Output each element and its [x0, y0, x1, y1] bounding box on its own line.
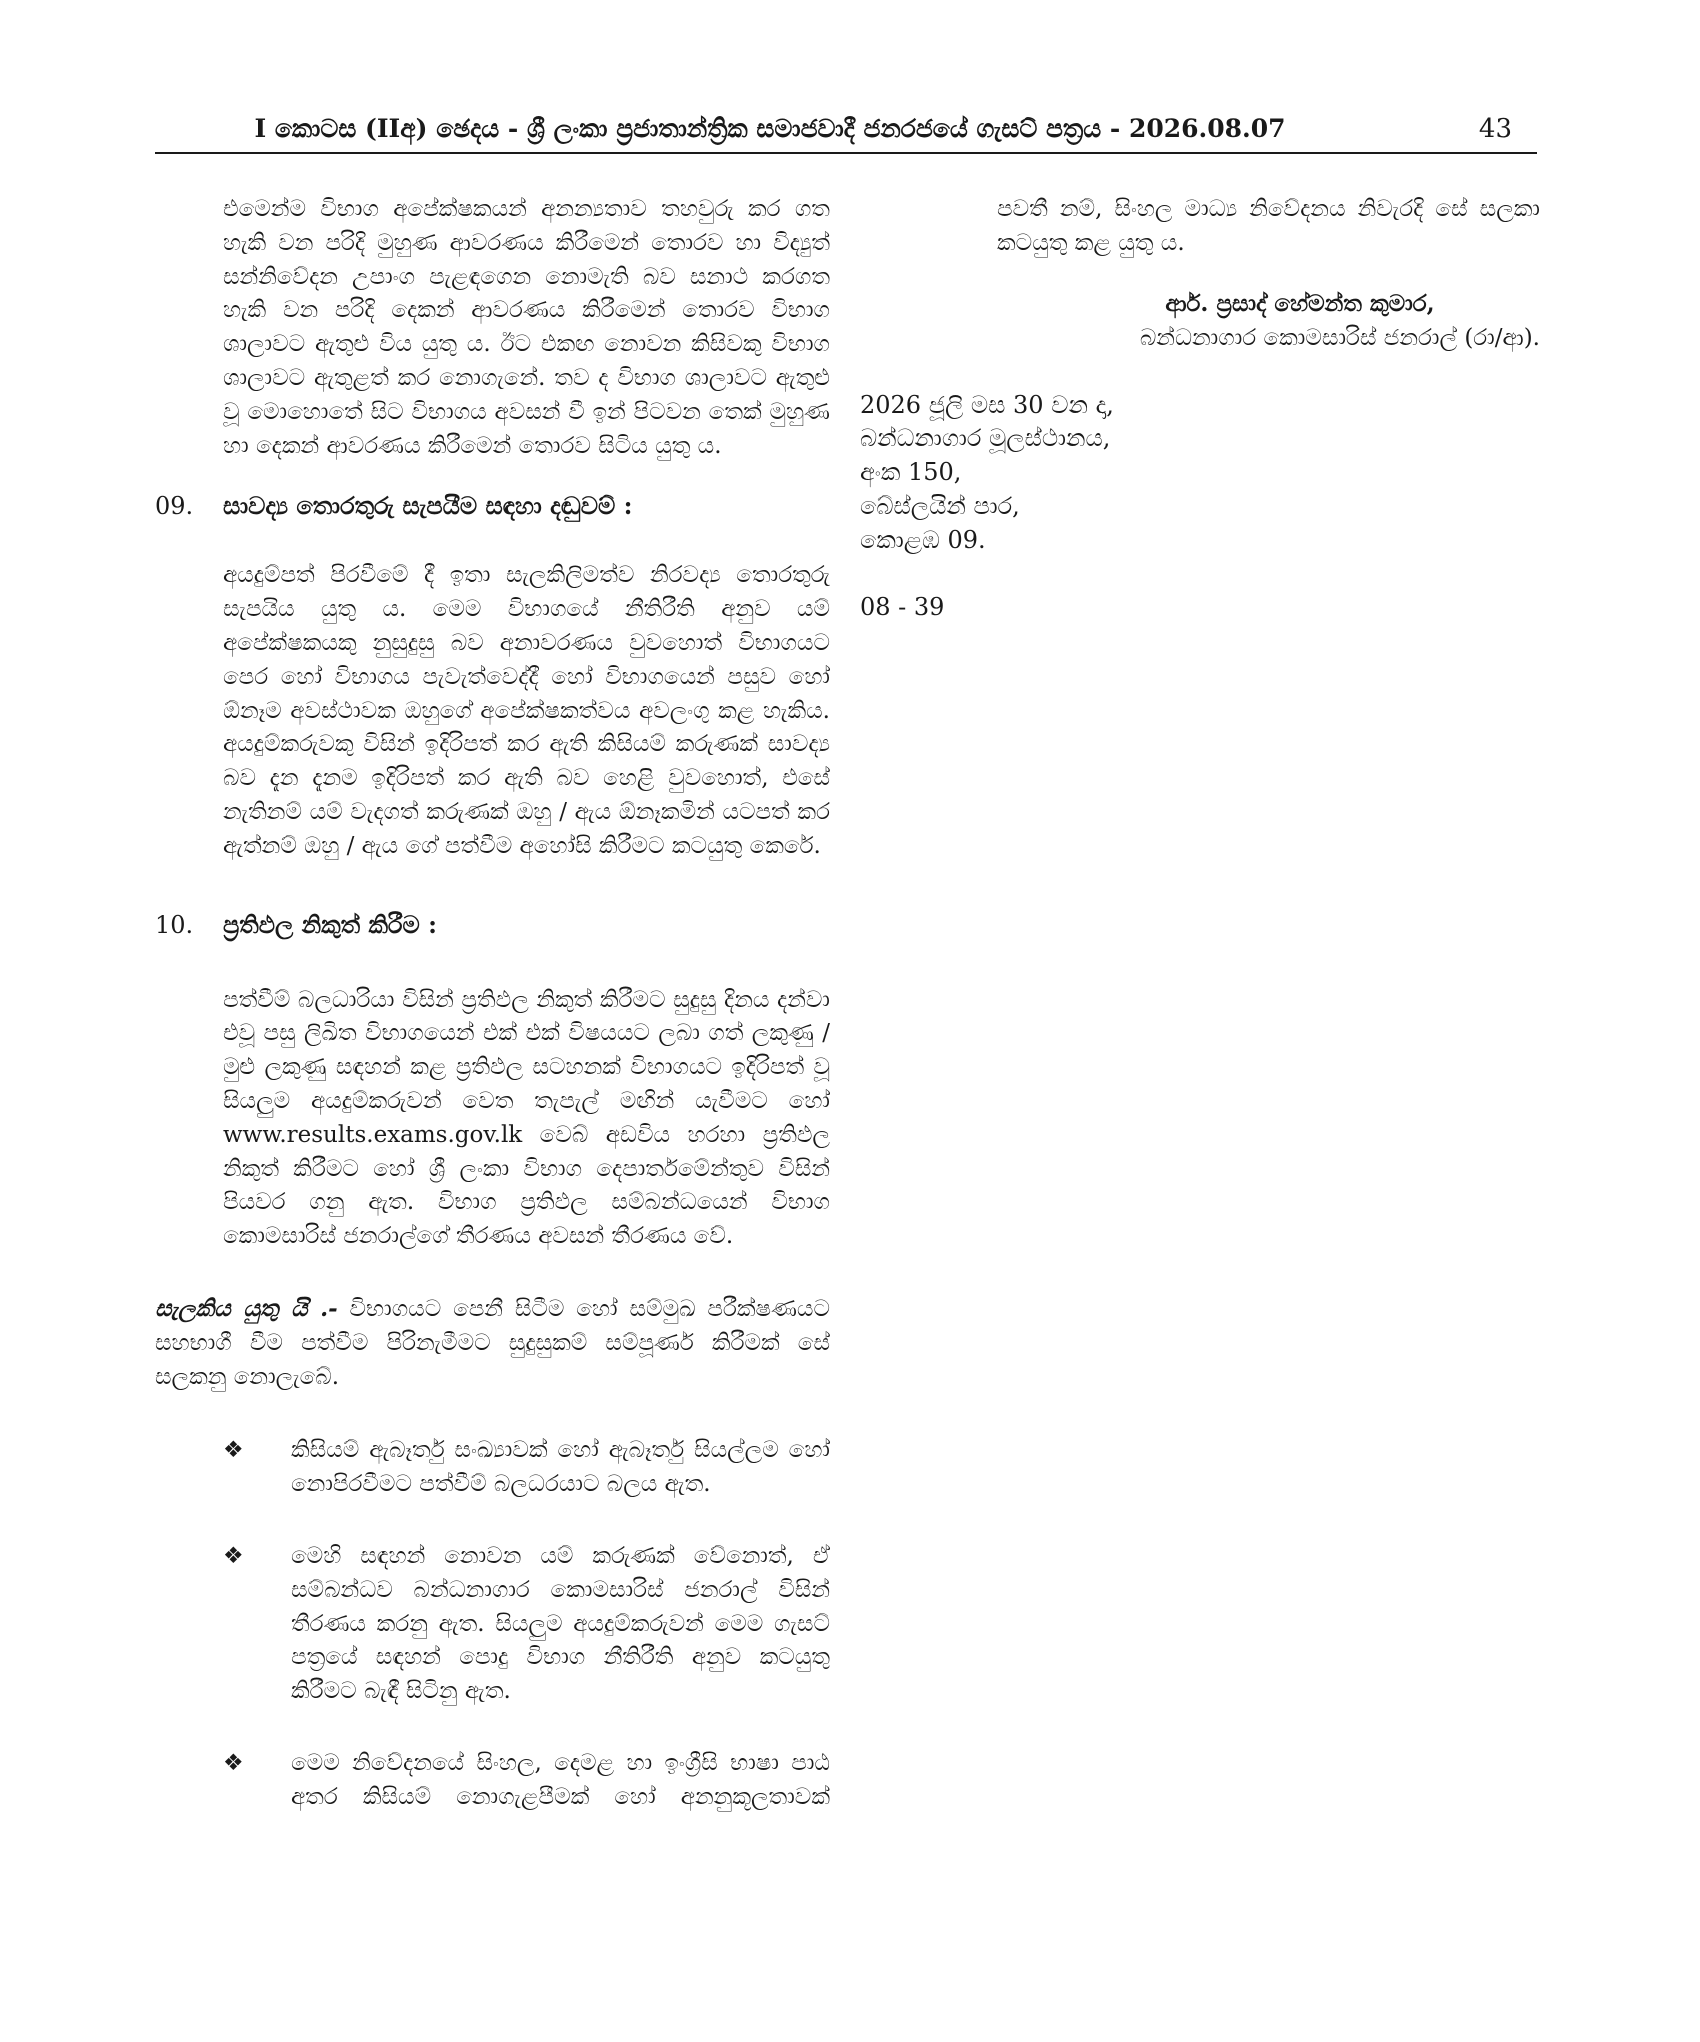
bullet-item: [155, 1747, 830, 1815]
section-10-number: 10.: [155, 910, 194, 939]
header-divider: [155, 152, 1537, 154]
bullet-text: මෙහි සඳහන් නොවන යම් කරුණක් වේනොත්, ඒ සම්බන්ධව බන්ධනාගාර කොමසාරිස් ජනරාල් විසින් තීරණය කරනු ඇත. සියලුම අයදුම්කරුවන් මෙම ගැසට් පත්‍රයේ සඳහන් පොදු විභාග නීතිරීති අනුව කටයුතු කිරීමට බැඳී සිටිනු ඇත.: [291, 1542, 830, 1705]
section-10-title: ප්‍රතිඵල නිකුත් කිරීම :: [223, 909, 437, 939]
section-10-body: පත්වීම් බලධාරියා විසින් ප්‍රතිඵල නිකුත් කිරීමට සුදුසු දිනය දන්වා එවූ පසු ලිඛිත විභාගයෙන් එක් එක් විෂයයට ලබා ගත් ලකුණු / මුළු ලකුණු සඳහන් කළ ප්‍රතිඵල සටහනක් විභාගයට ඉදිරිපත් වූ සියලුම අයදුම්කරුවන් වෙත තැපැල් මඟින් යැවීමට හෝ www.results.exams.gov.lk වෙබ් අඩවිය හරහා ප්‍රතිඵල නිකුත් කිරීමට හෝ ශ්‍රී ලංකා විභාග දෙපාර්තමේන්තුව විසින් පියවර ගනු ඇත. විභාග ප්‍රතිඵල සම්බන්ධයෙන් විභාග කොමසාරිස් ජනරාල්ගේ තීරණය අවසන් තීරණය වේ.: [223, 986, 830, 1250]
signatory-name: ආර්. ප්‍රසාද් හේමන්ත කුමාර,: [1165, 289, 1435, 317]
address-line: කොළඹ 09.: [860, 525, 986, 554]
continuation-paragraph: පවතී නම්, සිංහල මාධ්‍ය නිවේදනය නිවැරදි සේ සලකා කටයුතු කළ යුතු ය.: [997, 196, 1540, 256]
running-header-title: I කොටස (IIඅ) ඡෙදය - ශ්‍රී ලංකා ප්‍රජාතාන්ත්‍රික සමාජවාදී ජනරජයේ ගැසට් පත්‍රය - 2026.08.07: [254, 114, 1286, 143]
address-line: බේස්ලයින් පාර,: [860, 491, 1020, 520]
section-09-body: අයදුම්පත් පිරවීමේ දී ඉතා සැලකිලිමත්ව නිරවද්‍ය තොරතුරු සැපයිය යුතු ය. මෙම විභාගයේ නීතිරීති අනුව යම් අපේක්ෂකයකු නුසුදුසු බව අනාවරණය වුවහොත් විභාගයට පෙර හෝ විභාගය පැවැත්වෙද්දී හෝ විභාගයෙන් පසුව හෝ ඕනෑම අවස්ථාවක ඔහුගේ අපේක්ෂකත්වය අවලංගු කළ හැකිය. අයදුම්කරුවකු විසින් ඉදිරිපත් කර ඇති කිසියම් කරුණක් සාවද්‍ය බව දැන දැනම ඉදිරිපත් කර ඇති බව හෙළි වුවහොත්, එසේ නැතිනම් යම් වැදගත් කරුණක් ඔහු / ඇය ඕනෑකමින් යටපත් කර ඇත්නම් ඔහු / ඇය ගේ පත්වීම අහෝසි කිරීමට කටයුතු කෙරේ.: [223, 562, 830, 859]
note-text: විභාගයට පෙනී සිටීම හෝ සම්මුඛ පරීක්ෂණයට සහභාගී වීම පත්වීම පිරිනැමීමට සුදුසුකම් සම්පූර්ණ කිරීමක් සේ සලකනු නොලැබේ.: [155, 1295, 830, 1390]
address-line: බන්ධනාගාර මූලස්ථානය,: [860, 424, 1111, 453]
note-lead: සැලකිය යුතු යි .-: [155, 1294, 338, 1322]
section-09-title: සාවද්‍ය තොරතුරු සැපයීම සඳහා දඬුවම් :: [223, 491, 633, 521]
signatory-title: බන්ධනාගාර කොමසාරිස් ජනරාල් (රා/ආ).: [1139, 324, 1540, 351]
right-column: [860, 193, 1540, 624]
bullet-item: [155, 1540, 830, 1709]
intro-paragraph: එමෙන්ම විභාග අපේක්ෂකයන් අනන්‍යතාව තහවුරු කර ගත හැකි වන පරිදි මුහුණ ආවරණය කිරීමෙන් තොරව හා විද්‍යුත් සන්නිවේදන උපාංග පැළඳගෙන නොමැති බව සනාථ කරගත හැකි වන පරිදි දෙකන් ආවරණය කිරීමෙන් තොරව විභාග ශාලාවට ඇතුළු විය යුතු ය. ඊට එකඟ නොවන කිසිවකු විභාග ශාලාවට ඇතුළත් කර නොගැනේ. තව ද විභාග ශාලාවට ඇතුළු වූ මොහොතේ සිට විභාගය අවසන් වී ඉන් පිටවන තෙක් මුහුණ හා දෙකන් ආවරණය කිරීමෙන් තොරව සිටිය යුතු ය.: [223, 196, 830, 459]
section-09-heading: [155, 489, 830, 523]
address-block: [860, 389, 1540, 558]
reference-code: 08 - 39: [860, 592, 945, 621]
left-column: [155, 193, 830, 1814]
bullet-icon: ❖: [223, 1542, 244, 1569]
bullet-text: මෙම නිවේදනයේ සිංහල, දෙමළ හා ඉංග්‍රීසි භාෂා පාඨ අතර කිසියම් නොගැළපීමක් හෝ අනනුකූලතාවක්: [291, 1749, 830, 1810]
bullet-item: [155, 1434, 830, 1502]
address-line: අංක 150,: [860, 458, 962, 487]
section-09-number: 09.: [155, 492, 194, 521]
page-number: 43: [1478, 114, 1512, 144]
bullet-icon: ❖: [223, 1437, 244, 1464]
note-paragraph: [155, 1292, 830, 1394]
section-10-heading: [155, 908, 830, 942]
address-line: 2026 ජූලි මස 30 වන දා,: [860, 390, 1114, 419]
bullet-icon: ❖: [223, 1749, 244, 1776]
bullet-text: කිසියම් ඇබෑර්තු සංඛ්‍යාවක් හෝ ඇබෑර්තු සියල්ලම හෝ නොපිරවීමට පත්වීම් බලධරයාට බලය ඇත.: [291, 1437, 830, 1498]
